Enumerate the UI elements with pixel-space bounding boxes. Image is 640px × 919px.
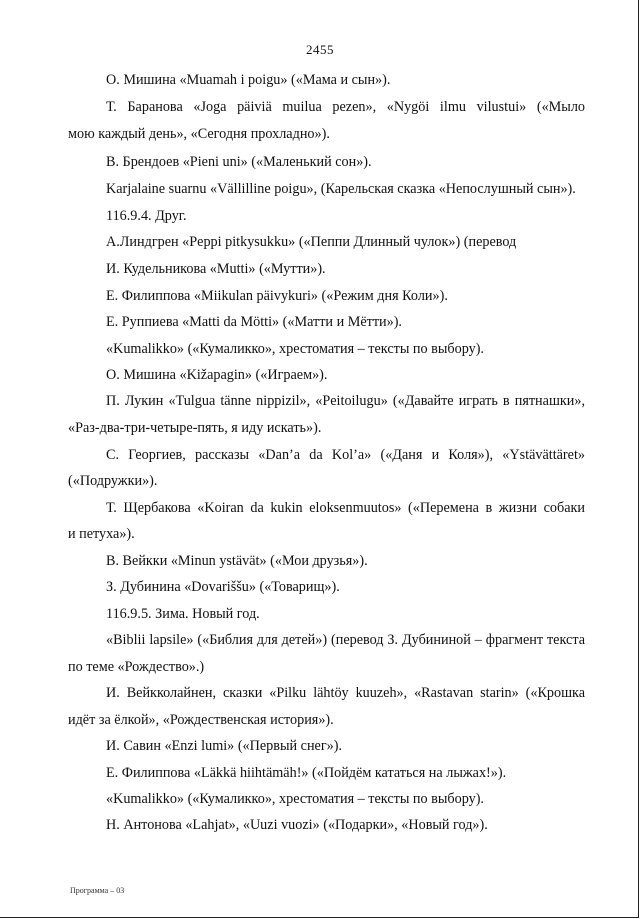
text-line: О. Мишина «Kižapagin» («Играем»). — [106, 367, 328, 383]
text-line: А.Линдгрен «Peppi pitkysukku» («Пеппи Длинный чулок») (перевод — [106, 234, 517, 250]
section-heading: 116.9.5. Зима. Новый год. — [106, 606, 260, 622]
text-line: Karjalaine suarnu «Vällilline poigu», (Карельская сказка «Непослушный сын»). — [106, 181, 576, 197]
text-line: Е. Филиппова «Miikulan päivykuri» («Режим дня Коли»). — [106, 288, 448, 304]
text-line: И. Вейкколайнен, сказки «Pilku lähtöy kuuzeh», «Rastavan starin» («Крошка — [106, 685, 585, 701]
footer-label: Программа – 03 — [70, 886, 125, 895]
text-line: «Kumalikko» («Кумаликко», хрестоматия – тексты по выбору). — [106, 791, 484, 807]
text-line: идёт за ёлкой», «Рождественская история»). — [68, 712, 334, 728]
text-line: и петуха»). — [68, 526, 135, 542]
text-line: «Раз-два-три-четыре-пять, я иду искать»). — [68, 420, 322, 436]
text-line: «Biblii lapsile» («Библия для детей») (перевод З. Дубининой – фрагмент текста — [106, 632, 585, 648]
section-heading: 116.9.4. Друг. — [106, 208, 187, 224]
page-number: 2455 — [306, 42, 334, 57]
text-line: Т. Щербакова «Koiran da kukin eloksenmuutos» («Перемена в жизни собаки — [106, 500, 585, 516]
text-line: Е. Руппиева «Matti da Mötti» («Матти и Мётти»). — [106, 314, 402, 330]
text-line: Н. Антонова «Lahjat», «Uuzi vuozi» («Подарки», «Новый год»). — [106, 817, 488, 833]
text-line: «Kumalikko» («Кумаликко», хрестоматия – тексты по выбору). — [106, 341, 484, 357]
text-line: по теме «Рождество».) — [68, 659, 205, 675]
text-line: Е. Филиппова «Läkkä hiihtämäh!» («Пойдём кататься на лыжах!»). — [106, 765, 507, 781]
text-line: И. Кудельникова «Mutti» («Мутти»). — [106, 261, 326, 277]
text-line: О. Мишина «Muamah i poigu» («Мама и сын»). — [106, 72, 391, 88]
text-line: В. Брендоев «Pieni uni» («Маленький сон»). — [106, 154, 372, 170]
text-line: мою каждый день», «Сегодня прохладно»). — [68, 126, 330, 142]
text-line: И. Савин «Enzi lumi» («Первый снег»). — [106, 738, 343, 754]
text-line: С. Георгиев, рассказы «Dan’a da Kol’a» («Даня и Коля»), «Ystävättäret» — [106, 447, 585, 463]
text-line: П. Лукин «Tulgua tänne nippizil», «Peitoilugu» («Давайте играть в пятнашки», — [106, 393, 585, 409]
text-line: («Подружки»). — [68, 473, 158, 489]
text-line: Т. Баранова «Joga päiviä muilua pezen», «Nygöi ilmu vilustui» («Мыло — [106, 99, 585, 115]
text-line: В. Вейкки «Minun ystävät» («Мои друзья»). — [106, 553, 368, 569]
text-line: З. Дубинина «Dovariššu» («Товарищ»). — [106, 579, 340, 595]
